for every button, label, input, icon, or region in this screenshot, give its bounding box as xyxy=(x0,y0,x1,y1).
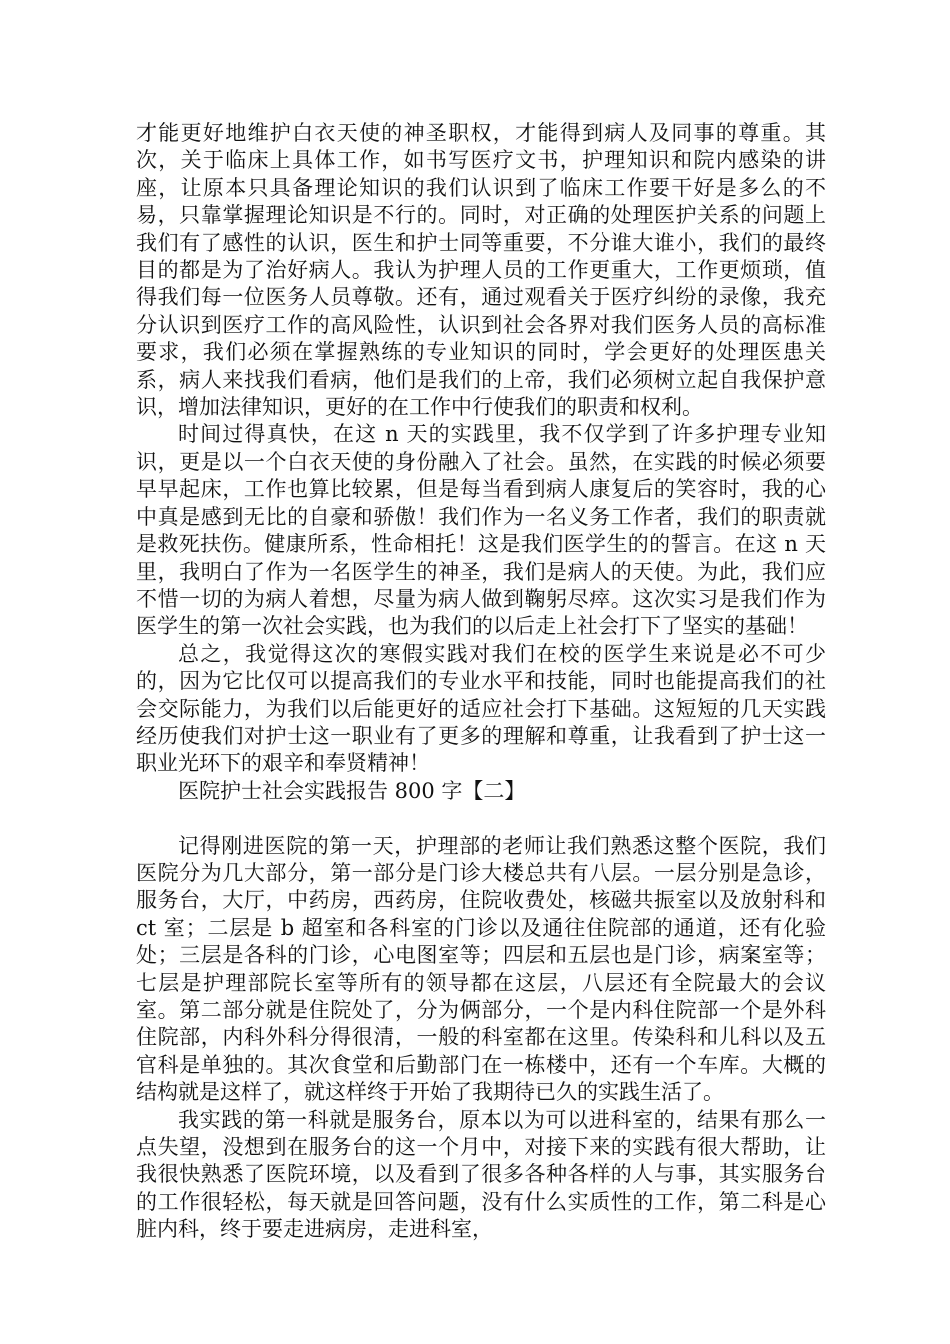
paragraph-4: 记得刚进医院的第一天，护理部的老师让我们熟悉这整个医院，我们医院分为几大部分，第一部分是门诊大楼总共有八层。一层分别是急诊，服务台，大厅，中药房，西药房，住院收费处，核磁共振室以及放射科和 ct 室；二层是 b 超室和各科室的门诊以及通往住院部的通道，还有化验处；三层是各科的门诊，心电图室等；四层和五层也是门诊，病案室等；七层是护理部院长室等所有的领导都在这层，八层还有全院最大的会议室。第二部分就是住院处了，分为俩部分，一个是内科住院部一个是外科住院部，内科外科分得很清，一般的科室都在这里。传染科和儿科以及五官科是单独的。其次食堂和后勤部门在一栋楼中，还有一个车库。大概的结构就是这样了，就这样终于开始了我期待已久的实践生活了。 xyxy=(136,833,826,1105)
section-heading: 医院护士社会实践报告 800 字【二】 xyxy=(178,778,526,803)
paragraph-5: 我实践的第一科就是服务台，原本以为可以进科室的，结果有那么一点失望，没想到在服务台的这一个月中，对接下来的实践有很大帮助，让我很快熟悉了医院环境，以及看到了很多各种各样的人与事，其实服务台的工作很轻松，每天就是回答问题，没有什么实质性的工作，第二科是心脏内科，终于要走进病房，走进科室， xyxy=(136,1107,826,1242)
blank-line xyxy=(136,805,826,832)
paragraph-2: 时间过得真快，在这 n 天的实践里，我不仅学到了许多护理专业知识，更是以一个白衣天使的身份融入了社会。虽然，在实践的时候必须要早早起床，工作也算比较累，但是每当看到病人康复后的笑容时，我的心中真是感到无比的自豪和骄傲！我们作为一名义务工作者，我们的职责就是救死扶伤。健康所系，性命相托！这是我们医学生的的誓言。在这 n 天里，我明白了作为一名医学生的神圣，我们是病人的天使。为此，我们应不惜一切的为病人着想，尽量为病人做到鞠躬尽瘁。这次实习是我们作为医学生的第一次社会实践，也为我们的以后走上社会打下了坚实的基础！ xyxy=(136,422,826,639)
document-page xyxy=(136,120,826,1244)
paragraph-1: 才能更好地维护白衣天使的神圣职权，才能得到病人及同事的尊重。其次，关于临床上具体工作，如书写医疗文书，护理知识和院内感染的讲座，让原本只具备理论知识的我们认识到了临床工作要干好是多么的不易，只靠掌握理论知识是不行的。同时，对正确的处理医护关系的问题上我们有了感性的认识，医生和护士同等重要，不分谁大谁小，我们的最终目的都是为了治好病人。我认为护理人员的工作更重大，工作更烦琐，值得我们每一位医务人员尊敬。还有，通过观看关于医疗纠纷的录像，我充分认识到医疗工作的高风险性，认识到社会各界对我们医务人员的高标准要求，我们必须在掌握熟练的专业知识的同时，学会更好的处理医患关系，病人来找我们看病，他们是我们的上帝，我们必须树立起自我保护意识，增加法律知识，更好的在工作中行使我们的职责和权利。 xyxy=(136,121,826,420)
paragraph-3: 总之，我觉得这次的寒假实践对我们在校的医学生来说是必不可少的，因为它比仅可以提高我们的专业水平和技能，同时也能提高我们的社会交际能力，为我们以后能更好的适应社会打下基础。这短短的几天实践经历使我们对护士这一职业有了更多的理解和尊重，让我看到了护士这一职业光环下的艰辛和奉贤精神！ xyxy=(136,641,826,776)
